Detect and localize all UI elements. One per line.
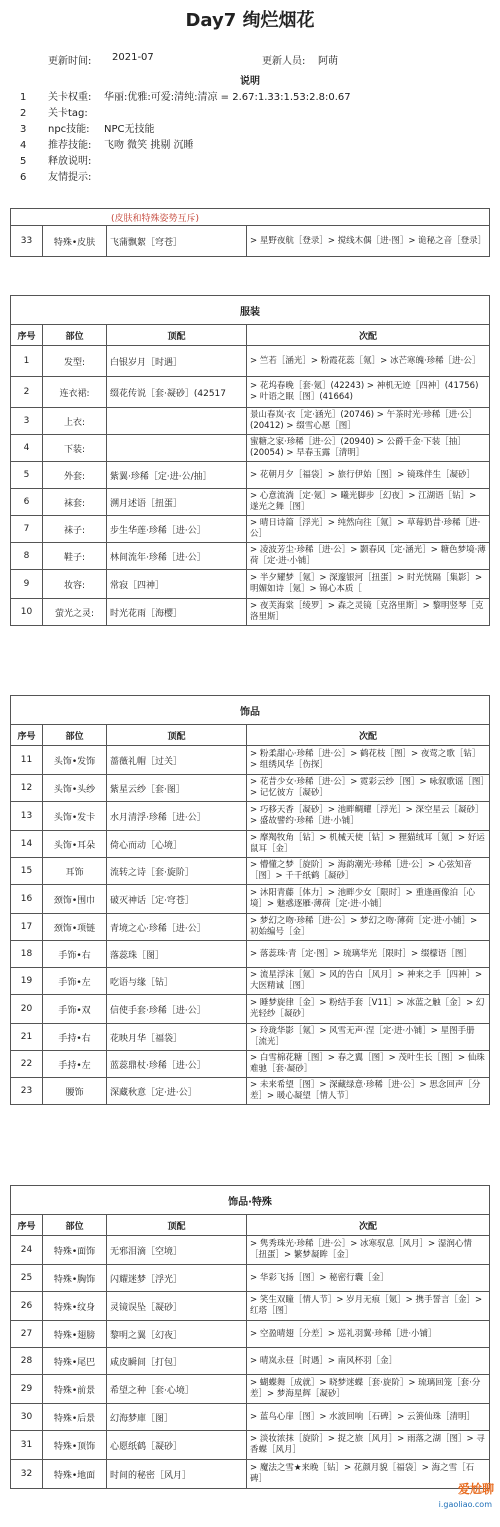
cell-no: 27 bbox=[11, 1321, 43, 1348]
cell-top: 白银岁月［时遇］ bbox=[107, 346, 247, 377]
info-row bbox=[20, 136, 194, 151]
cell-part: 特殊•地面 bbox=[43, 1460, 107, 1489]
info-key: 释放说明: bbox=[48, 156, 92, 167]
skin-top: 飞蒲飘絮［穹苍］ bbox=[107, 226, 247, 257]
table-row bbox=[11, 1460, 490, 1489]
cell-no: 29 bbox=[11, 1375, 43, 1404]
column-header: 部位 bbox=[43, 725, 107, 746]
cell-part: 连衣裙: bbox=[43, 377, 107, 408]
cell-no: 6 bbox=[11, 489, 43, 516]
cell-sec: > 摩羯牧角［钻］> 机械天使［钻］> 狸猫绒耳［氪］> 好运鼠耳［金］ bbox=[247, 831, 490, 858]
cell-part: 头饰•发饰 bbox=[43, 746, 107, 775]
cell-top: 缀花传说［套·凝砂］(42517 bbox=[107, 377, 247, 408]
cell-top: 咸皮瞬间［打包］ bbox=[107, 1348, 247, 1375]
watermark-brand: 爱尬聊 bbox=[457, 1482, 494, 1496]
cell-top: 闪耀迷梦［浮光］ bbox=[107, 1265, 247, 1292]
column-header: 顶配 bbox=[107, 325, 247, 346]
cell-part: 鞋子: bbox=[43, 543, 107, 570]
cell-part: 颈饰•项链 bbox=[43, 914, 107, 941]
table-row bbox=[11, 462, 490, 489]
cell-top: 信使手套·珍稀［进·公］ bbox=[107, 995, 247, 1024]
info-key: 关卡权重: bbox=[48, 92, 92, 103]
cell-top: 吃语与缘［钻］ bbox=[107, 968, 247, 995]
table-row bbox=[11, 1404, 490, 1431]
cell-sec: > 华彩飞扬［图］> 秘密行囊［金］ bbox=[247, 1265, 490, 1292]
cell-top: 林间流年·珍稀［进·公］ bbox=[107, 543, 247, 570]
cell-part: 特殊•顶饰 bbox=[43, 1431, 107, 1460]
skin-table bbox=[10, 208, 490, 257]
cell-sec: > 晴岚永昼［时遇］> 南风杯羽［金］ bbox=[247, 1348, 490, 1375]
cell-part: 特殊•纹身 bbox=[43, 1292, 107, 1321]
info-row bbox=[20, 104, 104, 119]
cell-no: 23 bbox=[11, 1078, 43, 1105]
table-row bbox=[11, 1024, 490, 1051]
updater: 阿萌 bbox=[318, 56, 338, 67]
cell-top: 蓝蕊鼎杖·珍稀［进·公］ bbox=[107, 1051, 247, 1078]
special-table bbox=[10, 1185, 490, 1489]
info-key: 友情提示: bbox=[48, 172, 92, 183]
info-val: 飞吻 微笑 挑剔 沉睡 bbox=[104, 140, 194, 151]
cell-part: 特殊•翅膀 bbox=[43, 1321, 107, 1348]
table-row bbox=[11, 489, 490, 516]
cell-no: 31 bbox=[11, 1431, 43, 1460]
cell-top: 破灭神话［定·穹苍］ bbox=[107, 885, 247, 914]
cell-no: 4 bbox=[11, 435, 43, 462]
update-time-label: 更新时间: bbox=[48, 56, 92, 67]
table-row bbox=[11, 516, 490, 543]
table-row bbox=[11, 377, 490, 408]
table-row bbox=[11, 831, 490, 858]
cell-part: 手饰•右 bbox=[43, 941, 107, 968]
cell-top: 溯月述语［扭蛋］ bbox=[107, 489, 247, 516]
info-no: 5 bbox=[20, 156, 27, 167]
cell-no: 32 bbox=[11, 1460, 43, 1489]
column-header: 顶配 bbox=[107, 725, 247, 746]
cell-no: 16 bbox=[11, 885, 43, 914]
section-title: 服装 bbox=[11, 296, 490, 325]
table-row bbox=[11, 968, 490, 995]
info-key: npc技能: bbox=[48, 124, 90, 135]
cell-no: 5 bbox=[11, 462, 43, 489]
table-row bbox=[11, 885, 490, 914]
cell-part: 萤光之灵: bbox=[43, 599, 107, 626]
cell-part: 特殊•后景 bbox=[43, 1404, 107, 1431]
skin-part: 特殊•皮肤 bbox=[43, 226, 107, 257]
cell-no: 26 bbox=[11, 1292, 43, 1321]
watermark-url: i.gaoliao.com bbox=[438, 1500, 492, 1509]
cell-no: 22 bbox=[11, 1051, 43, 1078]
skin-sec: > 星野夜航［登录］> 搅线木偶［进·图］> 诡秘之音［登录］ bbox=[247, 226, 490, 257]
clothing-table bbox=[10, 295, 490, 626]
cell-no: 24 bbox=[11, 1236, 43, 1265]
table-row bbox=[11, 1431, 490, 1460]
explain-label: 说明 bbox=[240, 76, 260, 87]
cell-no: 2 bbox=[11, 377, 43, 408]
cell-sec: > 落蕊珠·青［定·图］> 琉璃华光［限时］> 缀檬语［图］ bbox=[247, 941, 490, 968]
cell-top: 心愿纸鹤［凝砂］ bbox=[107, 1431, 247, 1460]
cell-no: 21 bbox=[11, 1024, 43, 1051]
info-row bbox=[20, 120, 155, 135]
cell-top bbox=[107, 435, 247, 462]
cell-no: 28 bbox=[11, 1348, 43, 1375]
cell-part: 手持•右 bbox=[43, 1024, 107, 1051]
cell-no: 17 bbox=[11, 914, 43, 941]
cell-part: 特殊•尾巴 bbox=[43, 1348, 107, 1375]
cell-no: 12 bbox=[11, 775, 43, 802]
cell-part: 特殊•面饰 bbox=[43, 1236, 107, 1265]
skin-note: (皮肤和特殊姿势互斥) bbox=[11, 209, 490, 226]
table-row bbox=[11, 1051, 490, 1078]
section-title: 饰品·特殊 bbox=[11, 1186, 490, 1215]
cell-sec: > 晴日诗篇［浮光］> 纯然向往［氪］> 草莓奶昔·珍稀［进·公］ bbox=[247, 516, 490, 543]
cell-part: 袜子: bbox=[43, 516, 107, 543]
updater-label: 更新人员: bbox=[262, 56, 306, 67]
column-header: 次配 bbox=[247, 1215, 490, 1236]
info-val: NPC无技能 bbox=[104, 124, 155, 135]
cell-part: 妆容: bbox=[43, 570, 107, 599]
cell-top: 灵镜误坠［凝砂］ bbox=[107, 1292, 247, 1321]
cell-sec: > 未来希望［图］> 深藏绿意·珍稀［进·公］> 思念回声［分差］> 暖心凝望［情人节］ bbox=[247, 1078, 490, 1105]
update-time: 2021-07 bbox=[112, 52, 154, 63]
cell-part: 发型: bbox=[43, 346, 107, 377]
cell-sec: > 懵懂之梦［旋阶］> 海韵潮光·珍稀［进·公］> 心弦知音［图］> 千千纸鹤［凝砂］ bbox=[247, 858, 490, 885]
cell-part: 头饰•耳朵 bbox=[43, 831, 107, 858]
cell-top: 时间的秘密［风月］ bbox=[107, 1460, 247, 1489]
cell-sec: > 心意流淌［定·氪］> 曦光脚步［幻夜］> 江湖语［钻］> 遂光之舞［图］ bbox=[247, 489, 490, 516]
cell-top: 流转之诗［套·旋阶］ bbox=[107, 858, 247, 885]
accessory-table bbox=[10, 695, 490, 1105]
table-row bbox=[11, 1236, 490, 1265]
cell-sec: > 玲珑华影［氪］> 风雪无声·涅［定·进·小铺］> 星图手册［流光］ bbox=[247, 1024, 490, 1051]
cell-top: 幻海梦庫［图］ bbox=[107, 1404, 247, 1431]
cell-top: 蔷薇礼帽［过关］ bbox=[107, 746, 247, 775]
cell-sec: > 笑生双瞳［情人节］> 岁月无痕［氪］> 携手誓言［金］> 红塔［图］ bbox=[247, 1292, 490, 1321]
table-row bbox=[11, 941, 490, 968]
column-header: 序号 bbox=[11, 325, 43, 346]
cell-top: 紫翼·珍稀［定·进·公/抽］ bbox=[107, 462, 247, 489]
table-row bbox=[11, 1265, 490, 1292]
cell-no: 8 bbox=[11, 543, 43, 570]
cell-top: 时光花雨［海樱］ bbox=[107, 599, 247, 626]
cell-part: 头饰•发卡 bbox=[43, 802, 107, 831]
column-header: 部位 bbox=[43, 325, 107, 346]
info-no: 1 bbox=[20, 92, 27, 103]
cell-part: 下装: bbox=[43, 435, 107, 462]
table-row bbox=[11, 570, 490, 599]
cell-sec: > 流星浮沫［氪］> 风的告白［风月］> 神来之手［四神］> 大医精诚［图］ bbox=[247, 968, 490, 995]
cell-part: 手饰•双 bbox=[43, 995, 107, 1024]
table-row bbox=[11, 775, 490, 802]
cell-part: 头饰•头纱 bbox=[43, 775, 107, 802]
cell-top: 深藏秋意［定·进·公］ bbox=[107, 1078, 247, 1105]
cell-top: 紫星云纱［套·图］ bbox=[107, 775, 247, 802]
cell-sec: > 巧移天香［凝砂］> 池畔鲷耀［浮光］> 深空星云［凝砂］> 盛故譬约·珍稀［进·小铺］ bbox=[247, 802, 490, 831]
table-row bbox=[11, 1292, 490, 1321]
cell-sec: > 空盈晴翅［分差］> 巡礼羽翼·珍稀［进·小铺］ bbox=[247, 1321, 490, 1348]
cell-top: 倚心而动［心境］ bbox=[107, 831, 247, 858]
cell-top bbox=[107, 408, 247, 435]
cell-no: 14 bbox=[11, 831, 43, 858]
column-header: 序号 bbox=[11, 1215, 43, 1236]
cell-top: 常寂［四神］ bbox=[107, 570, 247, 599]
info-key: 推荐技能: bbox=[48, 140, 92, 151]
cell-no: 3 bbox=[11, 408, 43, 435]
table-row bbox=[11, 1348, 490, 1375]
table-row bbox=[11, 1375, 490, 1404]
info-row bbox=[20, 88, 351, 103]
cell-top: 步生华莲·珍稀［进·公］ bbox=[107, 516, 247, 543]
info-no: 3 bbox=[20, 124, 27, 135]
table-row bbox=[11, 746, 490, 775]
cell-sec: > 沐阳青藤［体力］> 池畔少女［限时］> 重逢画像泊［心境］> 魅惑逐雁·薄荷［定·进·小铺］ bbox=[247, 885, 490, 914]
page-title: Day7 绚烂烟花 bbox=[185, 10, 315, 31]
info-no: 2 bbox=[20, 108, 27, 119]
cell-sec: > 睡梦旋律［金］> 粉结手套［V11］> 冰蓝之触［金］> 幻光轻纱［凝砂］ bbox=[247, 995, 490, 1024]
cell-sec: 蜜糖之家·珍稀［进·公］(20940) > 公爵千金·下装［抽］(20054) > 早春玉露［清明］ bbox=[247, 435, 490, 462]
cell-no: 7 bbox=[11, 516, 43, 543]
cell-part: 手持•左 bbox=[43, 1051, 107, 1078]
column-header: 次配 bbox=[247, 325, 490, 346]
cell-no: 30 bbox=[11, 1404, 43, 1431]
table-row bbox=[11, 346, 490, 377]
cell-sec: > 淡妆浓抹［旋阶］> 捉之旅［风月］> 雨落之湖［图］> 寻香蝶［风月］ bbox=[247, 1431, 490, 1460]
cell-top: 青境之心·珍稀［进·公］ bbox=[107, 914, 247, 941]
cell-part: 特殊•前景 bbox=[43, 1375, 107, 1404]
cell-top: 希望之种［套·心境］ bbox=[107, 1375, 247, 1404]
cell-sec: > 粉柔甜心·珍稀［进·公］> 鹤花枝［图］> 夜莺之歌［钻］> 组绣风华［伤探］ bbox=[247, 746, 490, 775]
table-row bbox=[11, 599, 490, 626]
cell-sec: > 花昔少女·珍稀［进·公］> 霓彩云纱［图］> 咏叙歌谣［图］> 记忆彼方［凝砂］ bbox=[247, 775, 490, 802]
cell-no: 15 bbox=[11, 858, 43, 885]
skin-no: 33 bbox=[11, 226, 43, 257]
section-title: 饰品 bbox=[11, 696, 490, 725]
cell-part: 特殊•胸饰 bbox=[43, 1265, 107, 1292]
cell-sec: 景山春岚·衣［定·涵光］(20746) > 午茶时光·珍稀［进·公］(20412) > 缀雪心愿［图］ bbox=[247, 408, 490, 435]
cell-part: 手饰•左 bbox=[43, 968, 107, 995]
table-row bbox=[11, 435, 490, 462]
cell-top: 落蕊珠［图］ bbox=[107, 941, 247, 968]
cell-no: 1 bbox=[11, 346, 43, 377]
info-no: 6 bbox=[20, 172, 27, 183]
column-header: 序号 bbox=[11, 725, 43, 746]
cell-sec: > 凌波芳尘·珍稀［进·公］> 颢春风［定·涵光］> 糖色梦境·薄荷［定·进·小铺］ bbox=[247, 543, 490, 570]
cell-top: 水月清浮·珍稀［进·公］ bbox=[107, 802, 247, 831]
cell-sec: > 夜芙海棠［绫罗］> 森之灵镜［克洛里斯］> 黎明竖琴［克洛里斯］ bbox=[247, 599, 490, 626]
cell-no: 19 bbox=[11, 968, 43, 995]
column-header: 次配 bbox=[247, 725, 490, 746]
cell-sec: > 竺若［涵光］> 粉霞花蕊［氪］> 冰芒寒魄·珍稀［进·公］ bbox=[247, 346, 490, 377]
cell-no: 20 bbox=[11, 995, 43, 1024]
cell-sec: > 半夕耀梦［氪］> 深邃银河［扭蛋］> 时光恍隔［集影］> 明媚如诗［氪］> 锦心本质［ bbox=[247, 570, 490, 599]
cell-no: 13 bbox=[11, 802, 43, 831]
cell-sec: > 花坞春晚［套·氪］(42243) > 神机无迹［四神］(41756) > 叶语之眠［图］(41664) bbox=[247, 377, 490, 408]
cell-no: 11 bbox=[11, 746, 43, 775]
table-row bbox=[11, 1321, 490, 1348]
info-no: 4 bbox=[20, 140, 27, 151]
info-row bbox=[20, 168, 104, 183]
cell-part: 外套: bbox=[43, 462, 107, 489]
info-key: 关卡tag: bbox=[48, 108, 88, 119]
cell-part: 颈饰•围巾 bbox=[43, 885, 107, 914]
cell-no: 18 bbox=[11, 941, 43, 968]
table-row bbox=[11, 543, 490, 570]
cell-sec: > 白雪棉花糖［图］> 春之翼［图］> 茂叶生长［图］> 仙珠难驰［套·凝砂］ bbox=[247, 1051, 490, 1078]
column-header: 顶配 bbox=[107, 1215, 247, 1236]
cell-sec: > 花朝月夕［福袋］> 旅行伊始［图］> 镜珠伴生［凝砂］ bbox=[247, 462, 490, 489]
table-row bbox=[11, 1078, 490, 1105]
cell-sec: > 蓝鸟心扉［图］> 水波回响［石碑］> 云箦仙珠［清明］ bbox=[247, 1404, 490, 1431]
table-row bbox=[11, 802, 490, 831]
cell-no: 10 bbox=[11, 599, 43, 626]
cell-part: 袜套: bbox=[43, 489, 107, 516]
cell-no: 25 bbox=[11, 1265, 43, 1292]
cell-part: 耳饰 bbox=[43, 858, 107, 885]
cell-no: 9 bbox=[11, 570, 43, 599]
cell-part: 腰饰 bbox=[43, 1078, 107, 1105]
cell-part: 上衣: bbox=[43, 408, 107, 435]
cell-top: 花映月华［福袋］ bbox=[107, 1024, 247, 1051]
cell-top: 无邪泪滴［空境］ bbox=[107, 1236, 247, 1265]
info-val: 华丽:优雅:可爱:清纯:清凉 = 2.67:1.33:1.53:2.8:0.67 bbox=[104, 92, 351, 103]
table-row bbox=[11, 914, 490, 941]
cell-sec: > 蝴蝶舞［成就］> 晓梦迷蝶［套·旋阶］> 琉璃回笼［套·分差］> 梦海星辉［凝砂］ bbox=[247, 1375, 490, 1404]
info-row bbox=[20, 152, 104, 167]
cell-top: 黎明之翼［幻夜］ bbox=[107, 1321, 247, 1348]
cell-sec: > 魔法之雪★来晚［钻］> 花颜月貌［福袋］> 海之雪［石碑］ bbox=[247, 1460, 490, 1489]
cell-sec: > 隽秀珠光·珍稀［进·公］> 冰寒驭息［风月］> 湿润心情［扭蛋］> 繁梦凝眸［金］ bbox=[247, 1236, 490, 1265]
table-row bbox=[11, 408, 490, 435]
table-row bbox=[11, 995, 490, 1024]
table-row bbox=[11, 858, 490, 885]
column-header: 部位 bbox=[43, 1215, 107, 1236]
cell-sec: > 梦幻之吻·珍稀［进·公］> 梦幻之吻·薄荷［定·进·小铺］> 初始编号［金］ bbox=[247, 914, 490, 941]
